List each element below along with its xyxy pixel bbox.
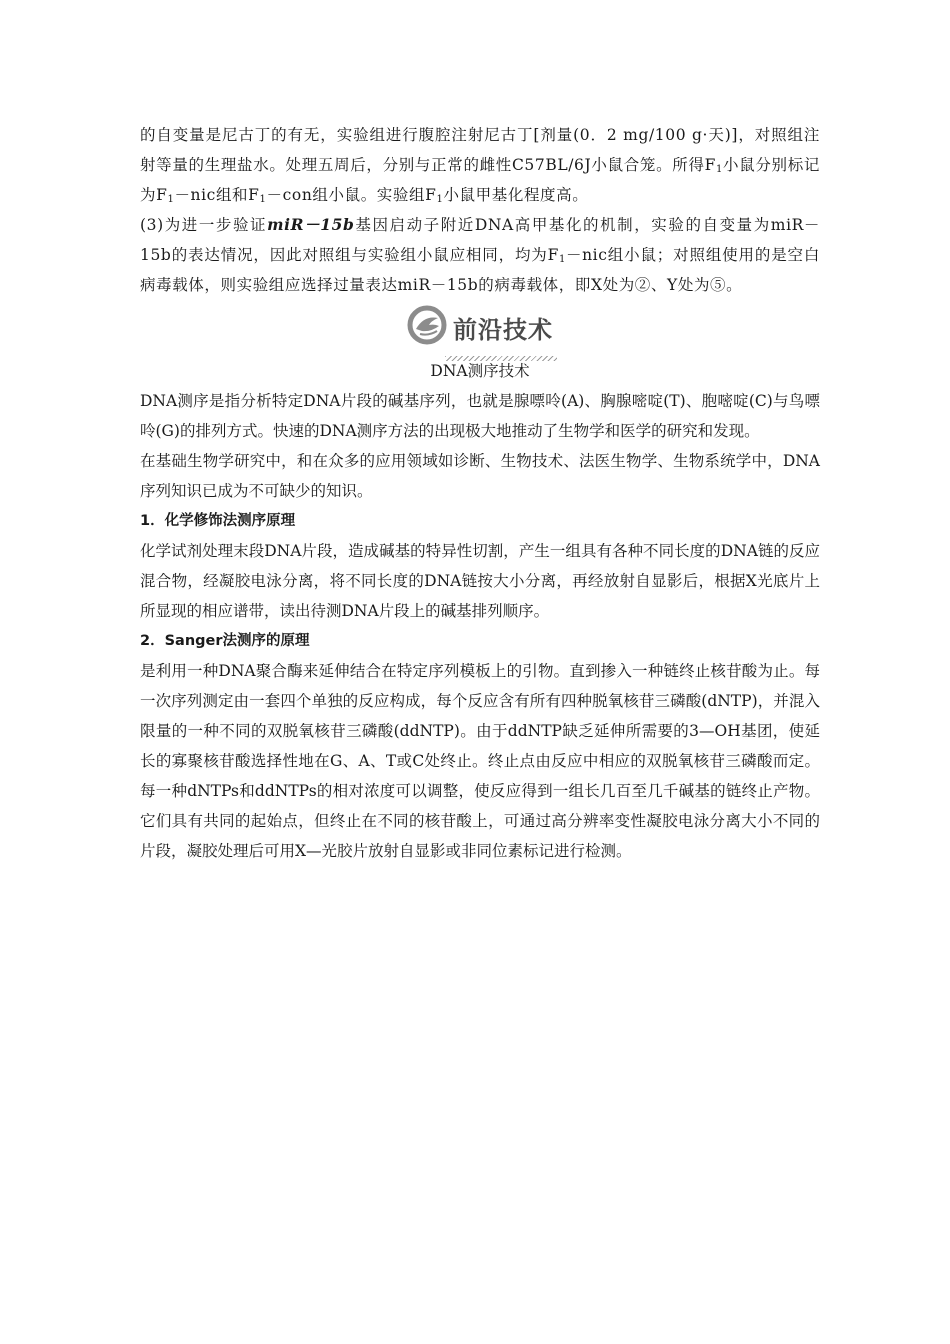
section-heading-1: 1．化学修饰法测序原理 — [140, 513, 296, 529]
article-paragraph-1: DNA测序是指分析特定DNA片段的碱基序列，也就是腺嘌呤(A)、胸腺嘧啶(T)、胞嘧啶(C)与鸟嘌呤(G)的排列方式。快速的DNA测序方法的出现极大地推动了生物学和医学的研究和发现。 — [140, 392, 820, 440]
section-body-1: 化学试剂处理末段DNA片段，造成碱基的特异性切割，产生一组具有各种不同长度的DNA链的反应混合物，经凝胶电泳分离，将不同长度的DNA链按大小分离，再经放射自显影后，根据X光底片上所显现的相应谱带，读出待测DNA片段上的碱基排列顺序。 — [140, 542, 820, 620]
answer-text: 小鼠甲基化程度高。 — [443, 186, 589, 204]
f1-symbol: F — [704, 156, 716, 174]
f1-subscript: 1 — [715, 164, 723, 175]
answer-text: －nic组和 — [174, 186, 249, 204]
bird-in-circle-icon — [407, 305, 447, 355]
answer-text: 基因启动子附近DNA高甲基化的机制，实验的自变量为miR－15b的表达情况，因此对照组与实验组小鼠应相同，均为 — [140, 216, 820, 264]
banner-inner — [407, 305, 553, 355]
answer-text: －con组小鼠。实验组 — [266, 186, 426, 204]
article-paragraph-2: 在基础生物学研究中，和在众多的应用领域如诊断、生物技术、法医生物学、生物系统学中，DNA序列知识已成为不可缺少的知识。 — [140, 452, 820, 500]
f1-subscript: 1 — [259, 194, 267, 205]
document-body — [140, 120, 820, 866]
answer-text: －nic组小鼠；对照组使用的是空白病毒载体，则实验组应选择过量表达miR－15b的病毒载体，即X处为②、Y处为⑤。 — [140, 246, 821, 294]
article-subtitle: DNA测序技术 — [430, 362, 530, 380]
section-body-2: 是利用一种DNA聚合酶来延伸结合在特定序列模板上的引物。直到掺入一种链终止核苷酸为止。每一次序列测定由一套四个单独的反应构成，每个反应含有所有四种脱氧核苷三磷酸(dNTP)，并混入限量的一种不同的双脱氧核苷三磷酸(ddNTP)。由于ddNTP缺乏延伸所需要的3—OH基团，使延长的寡聚核苷酸选择性地在G、A、T或C处终止。终止点由反应中相应的双脱氧核苷三磷酸而定。每一种dNTPs和ddNTPs的相对浓度可以调整，使反应得到一组长几百至几千碱基的链终止产物。它们具有共同的起始点，但终止在不同的核苷酸上，可通过高分辨率变性凝胶电泳分离大小不同的片段，凝胶处理后可用X—光胶片放射自显影或非同位素标记进行检测。 — [140, 662, 821, 860]
banner-hatch-underline — [445, 356, 557, 361]
answer-paragraph-3 — [140, 210, 820, 300]
answer-text: (3)为进一步验证 — [140, 216, 268, 234]
answer-text: 小鼠分别标记为 — [140, 156, 820, 204]
f1-subscript: 1 — [436, 194, 444, 205]
answer-text: 的自变量是尼古丁的有无，实验组进行腹腔注射尼古丁[剂量(0．2 mg/100 g·天)]，对照组注射等量的生理盐水。处理五周后，分别与正常的雌性C57BL/6J小鼠合笼。所得 — [140, 126, 820, 174]
gene-name: miR－15b — [267, 215, 355, 234]
f1-symbol: F — [248, 186, 260, 204]
f1-symbol: F — [547, 246, 560, 264]
section-banner — [140, 304, 820, 356]
banner-title: 前沿技术 — [453, 316, 553, 344]
f1-symbol: F — [156, 186, 168, 204]
answer-paragraph-2 — [140, 120, 820, 210]
section-heading-2: 2．Sanger法测序的原理 — [140, 633, 310, 649]
f1-symbol: F — [425, 186, 437, 204]
f1-subscript: 1 — [559, 254, 566, 265]
f1-subscript: 1 — [167, 194, 175, 205]
